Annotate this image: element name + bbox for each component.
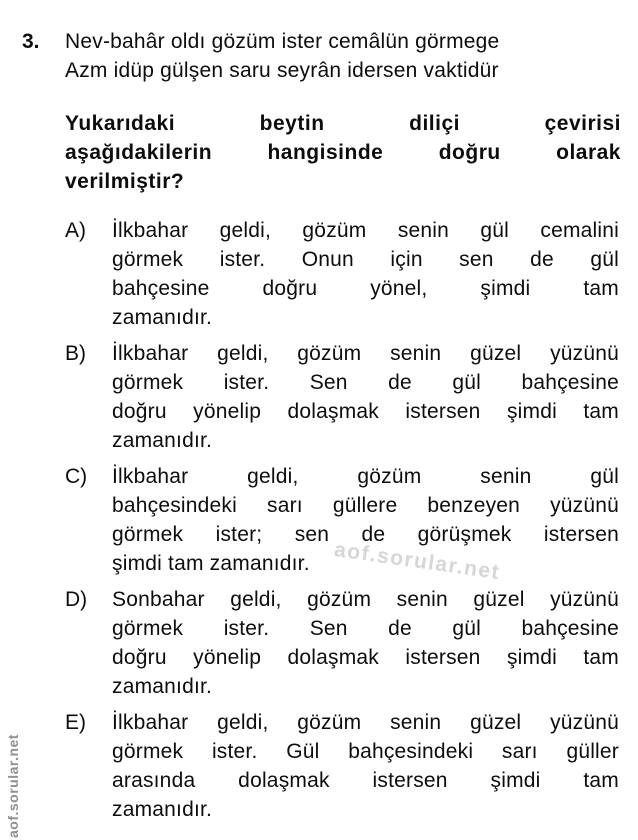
option-row	[65, 216, 619, 332]
option-text	[112, 462, 619, 578]
option-text	[112, 585, 619, 701]
text-line: Yukarıdaki beytin diliçi çevirisi	[65, 112, 621, 135]
text-line: bahçesine doğru yönel, şimdi tam	[112, 277, 619, 300]
text-line: İlkbahar geldi, gözüm senin gül cemalini	[112, 219, 619, 242]
text-line: Nev-bahâr oldı gözüm ister cemâlün görmege	[65, 30, 500, 53]
watermark-diagonal: aof.sorular.net	[332, 538, 502, 585]
option-letter: E)	[65, 711, 86, 734]
option-row	[65, 339, 619, 455]
watermark-vertical: aof.sorular.net	[5, 734, 21, 838]
text-line: doğru yönelip dolaşmak istersen şimdi tam	[112, 400, 619, 423]
option-letter: D)	[65, 588, 88, 611]
text-line: verilmiştir?	[65, 170, 185, 193]
text-line: İlkbahar geldi, gözüm senin gül	[112, 465, 619, 488]
option-row	[65, 462, 619, 578]
option-text	[112, 339, 619, 455]
text-line: Sonbahar geldi, gözüm senin güzel yüzünü	[112, 588, 619, 611]
text-line: görmek ister. Sen de gül bahçesine	[112, 371, 619, 394]
option-letter: A)	[65, 219, 86, 242]
text-line: zamanıdır.	[112, 675, 213, 698]
couplet	[65, 27, 625, 85]
text-line: görmek ister; sen de görüşmek istersen	[112, 523, 619, 546]
text-line: zamanıdır.	[112, 429, 213, 452]
text-line: aşağıdakilerin hangisinde doğru olarak	[65, 141, 621, 164]
text-line: İlkbahar geldi, gözüm senin güzel yüzünü	[112, 711, 619, 734]
question-prompt	[65, 109, 621, 196]
text-line: görmek ister. Gül bahçesindeki sarı güller	[112, 740, 619, 763]
text-line: görmek ister. Onun için sen de gül	[112, 248, 619, 271]
question-number: 3.	[22, 30, 40, 53]
options-list	[65, 216, 619, 831]
text-line: zamanıdır.	[112, 306, 213, 329]
option-text	[112, 708, 619, 824]
text-line: görmek ister. Sen de gül bahçesine	[112, 617, 619, 640]
option-text	[112, 216, 619, 332]
text-line: arasında dolaşmak istersen şimdi tam	[112, 769, 619, 792]
text-line: Azm idüp gülşen saru seyrân idersen vaktidür	[65, 59, 499, 82]
option-letter: B)	[65, 342, 86, 365]
option-letter: C)	[65, 465, 88, 488]
option-row	[65, 708, 619, 824]
text-line: şimdi tam zamanıdır.	[112, 552, 310, 575]
text-line: doğru yönelip dolaşmak istersen şimdi tam	[112, 646, 619, 669]
text-line: İlkbahar geldi, gözüm senin güzel yüzünü	[112, 342, 619, 365]
option-row	[65, 585, 619, 701]
text-line: zamanıdır.	[112, 798, 213, 821]
text-line: bahçesindeki sarı güllere benzeyen yüzünü	[112, 494, 619, 517]
